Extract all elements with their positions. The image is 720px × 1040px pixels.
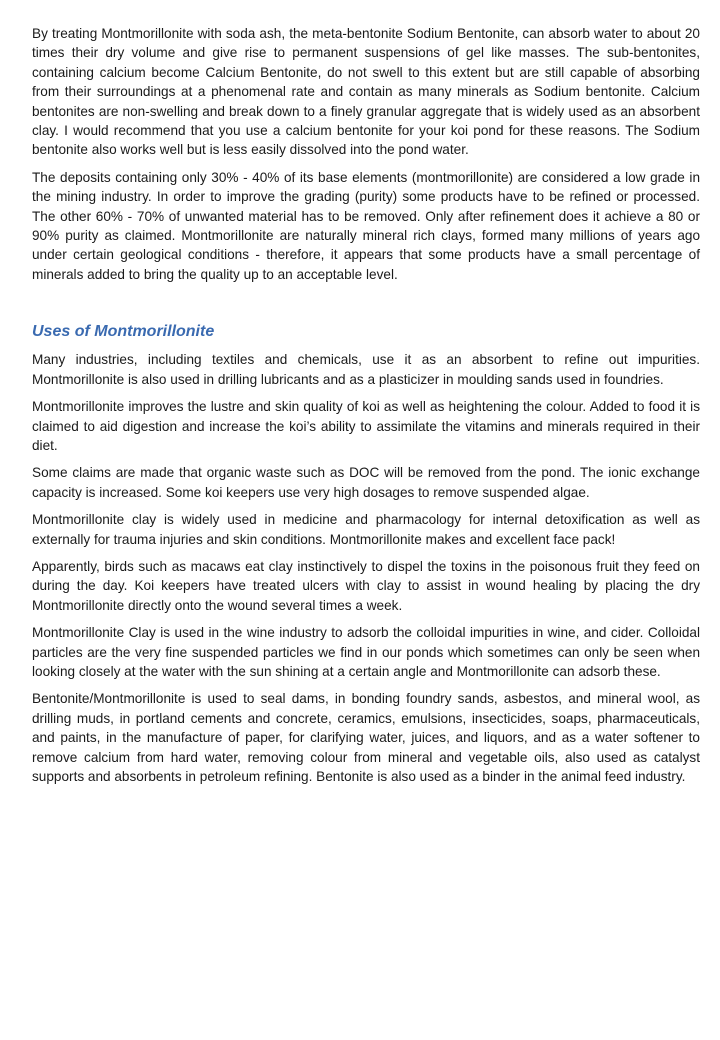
uses-paragraph-bentonite-uses: Bentonite/Montmorillonite is used to seal dams, in bonding foundry sands, asbestos, and mineral wool, as drilling muds, in portland cements and concrete, ceramics, emulsions, insecticides, soaps, pharmaceuticals, and paints, in the manufacture of paper, for clarifying water, juices, and liquors, and as a water softener to remove calcium from hard water, removing colour from mineral and vegetable oils, also used as catalyst supports and absorbents in petroleum refining. Bentonite is also used as a binder in the animal feed industry.: [32, 691, 700, 784]
section-heading-uses: Uses of Montmorillonite: [32, 323, 215, 341]
uses-paragraph-wine-industry: Montmorillonite Clay is used in the wine industry to adsorb the colloidal impurities in wine, and cider. Colloidal particles are the very fine suspended particles we find in our ponds which sometimes can only be seen when looking closely at the water with the sun shining at a certain angle and Montmorillonite can adsorb these.: [32, 625, 700, 679]
intro-paragraph-sodium-bentonite: By treating Montmorillonite with soda ash, the meta-bentonite Sodium Bentonite, can absorb water to about 20 times their dry volume and give rise to permanent suspensions of gel like masses. The sub-bentonites, containing calcium become Calcium Bentonite, do not swell to this extent but are still capable of absorbing from their surroundings at a phenomenal rate and contain as many minerals as Sodium bentonite. Calcium bentonites are non-swelling and break down to a finely granular aggregate that is widely used as an absorbent clay. I would recommend that you use a calcium bentonite for your koi pond for these reasons. The Sodium bentonite also works well but is less easily dissolved into the pond water.: [32, 26, 700, 158]
intro-paragraph-deposits: The deposits containing only 30% - 40% of its base elements (montmorillonite) are considered a low grade in the mining industry. In order to improve the grading (purity) some products have to be refined or processed. The other 60% - 70% of unwanted material has to be removed. Only after refinement does it achieve a 80 or 90% purity as claimed. Montmorillonite are naturally mineral rich clays, formed many millions of years ago under certain geological conditions - therefore, it appears that some products have a small percentage of minerals added to bring the quality up to an acceptable level.: [32, 169, 700, 282]
uses-paragraph-koi-lustre: Montmorillonite improves the lustre and skin quality of koi as well as heightening the colour. Added to food it is claimed to aid digestion and increase the koi’s ability to assimilate the vitamins and minerals required in their diet.: [32, 399, 700, 453]
uses-paragraph-medicine: Montmorillonite clay is widely used in medicine and pharmacology for internal detoxification as well as externally for trauma injuries and skin conditions. Montmorillonite makes and excellent face pack!: [32, 512, 700, 547]
uses-paragraph-industries: Many industries, including textiles and chemicals, use it as an absorbent to refine out impurities. Montmorillonite is also used in drilling lubricants and as a plasticizer in moulding sands used in foundries.: [32, 352, 700, 387]
uses-paragraph-birds: Apparently, birds such as macaws eat clay instinctively to dispel the toxins in the poisonous fruit they feed on during the day. Koi keepers have treated ulcers with clay to assist in wound healing by placing the dry Montmorillonite directly onto the wound several times a week.: [32, 558, 700, 613]
document-page: [32, 24, 700, 794]
uses-paragraph-organic-waste: Some claims are made that organic waste such as DOC will be removed from the pond. The ionic exchange capacity is increased. Some koi keepers use very high dosages to remove suspended algae.: [32, 465, 700, 500]
